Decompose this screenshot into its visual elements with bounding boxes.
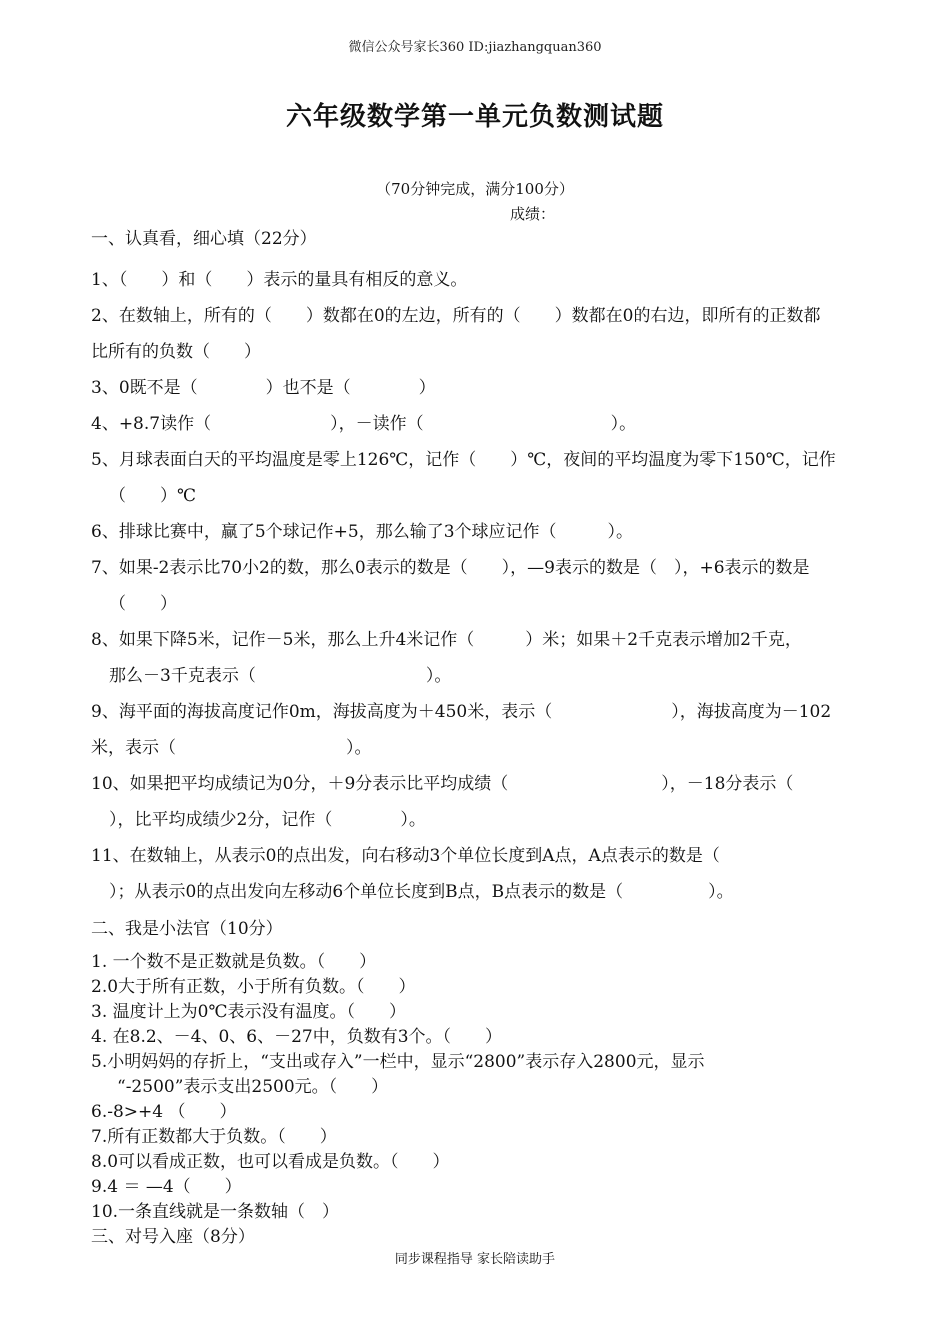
judgement-line: 10.一条直线就是一条数轴（ ） bbox=[91, 1202, 340, 1222]
section-3-heading: 三、对号入座（8分） bbox=[91, 1227, 255, 1247]
question-1 bbox=[91, 262, 861, 298]
question-continuation: ）；从表示0的点出发向左移动6个单位长度到B点，B点表示的数是（ ）。 bbox=[109, 882, 734, 902]
page-header: 微信公众号家长360 ID:jiazhangquan360 bbox=[348, 40, 602, 55]
question-line: 1、（ ）和（ ）表示的量具有相反的意义。 bbox=[91, 270, 468, 290]
page-footer: 同步课程指导 家长陪读助手 bbox=[394, 1252, 556, 1267]
exam-content bbox=[91, 226, 861, 1250]
score-label: 成绩： bbox=[510, 205, 556, 223]
question-6 bbox=[91, 514, 861, 550]
judgement-5 bbox=[91, 1050, 861, 1100]
judgement-line: 7.所有正数都大于负数。（ ） bbox=[91, 1127, 337, 1147]
question-line: 7、如果-2表示比70小2的数，那么0表示的数是（ ），—9表示的数是（ ），+6表示的数是 bbox=[91, 558, 810, 578]
question-3 bbox=[91, 370, 861, 406]
judgement-8 bbox=[91, 1150, 861, 1175]
section-1-heading: 一、认真看，细心填（22分） bbox=[91, 229, 317, 249]
judgement-1 bbox=[91, 950, 861, 975]
question-11 bbox=[91, 838, 861, 910]
judgement-10 bbox=[91, 1200, 861, 1225]
question-line: 11、在数轴上，从表示0的点出发，向右移动3个单位长度到A点，A点表示的数是（ bbox=[91, 846, 720, 866]
question-7 bbox=[91, 550, 861, 622]
judgement-line: 1. 一个数不是正数就是负数。（ ） bbox=[91, 952, 377, 972]
question-line: 9、海平面的海拔高度记作0m，海拔高度为＋450米，表示（ ），海拔高度为－102 bbox=[91, 702, 832, 722]
page-title: 六年级数学第一单元负数测试题 bbox=[285, 102, 664, 132]
question-9 bbox=[91, 694, 861, 766]
judgement-line: 6.-8>+4 （ ） bbox=[91, 1102, 237, 1122]
question-continuation: 比所有的负数（ ） bbox=[91, 342, 261, 362]
exam-subtitle: （70分钟完成，满分100分） bbox=[376, 180, 574, 198]
question-5 bbox=[91, 442, 861, 514]
judgement-line: 4. 在8.2、－4、0、6、－27中，负数有3个。（ ） bbox=[91, 1027, 503, 1047]
judgement-9 bbox=[91, 1175, 861, 1200]
question-continuation: ），比平均成绩少2分，记作（ ）。 bbox=[109, 810, 426, 830]
question-continuation: 那么－3千克表示（ ）。 bbox=[109, 666, 452, 686]
question-line: 4、+8.7读作（ ），－读作（ ）。 bbox=[91, 414, 637, 434]
question-continuation: （ ）℃ bbox=[109, 486, 197, 506]
question-2 bbox=[91, 298, 861, 370]
question-8 bbox=[91, 622, 861, 694]
judgement-4 bbox=[91, 1025, 861, 1050]
section-2-heading: 二、我是小法官（10分） bbox=[91, 919, 283, 939]
question-line: 8、如果下降5米，记作－5米，那么上升4米记作（ ）米；如果＋2千克表示增加2千克， bbox=[91, 630, 802, 650]
question-line: 3、0既不是（ ）也不是（ ） bbox=[91, 378, 436, 398]
question-continuation: 米，表示（ ）。 bbox=[91, 738, 372, 758]
judgement-6 bbox=[91, 1100, 861, 1125]
question-line: 6、排球比赛中，赢了5个球记作+5，那么输了3个球应记作（ ）。 bbox=[91, 522, 634, 542]
judgement-7 bbox=[91, 1125, 861, 1150]
judgement-2 bbox=[91, 975, 861, 1000]
question-line: 2、在数轴上，所有的（ ）数都在0的左边，所有的（ ）数都在0的右边，即所有的正数都 bbox=[91, 306, 821, 326]
question-line: 5、月球表面白天的平均温度是零上126℃，记作（ ）℃，夜间的平均温度为零下150℃，记作 bbox=[91, 450, 836, 470]
question-10 bbox=[91, 766, 861, 838]
question-line: 10、如果把平均成绩记为0分，＋9分表示比平均成绩（ ），－18分表示（ bbox=[91, 774, 794, 794]
judgement-line: 8.0可以看成正数，也可以看成是负数。（ ） bbox=[91, 1152, 450, 1172]
question-4 bbox=[91, 406, 861, 442]
judgement-line: 9.4 ＝ —4（ ） bbox=[91, 1177, 242, 1197]
question-continuation: （ ） bbox=[109, 594, 177, 614]
judgement-line: 5.小明妈妈的存折上，“支出或存入”一栏中，显示“2800”表示存入2800元，显示 bbox=[91, 1052, 705, 1072]
judgement-3 bbox=[91, 1000, 861, 1025]
judgement-continuation: “-2500”表示支出2500元。（ ） bbox=[117, 1077, 389, 1097]
judgement-line: 3. 温度计上为0℃表示没有温度。（ ） bbox=[91, 1002, 406, 1022]
judgement-line: 2.0大于所有正数，小于所有负数。（ ） bbox=[91, 977, 416, 997]
